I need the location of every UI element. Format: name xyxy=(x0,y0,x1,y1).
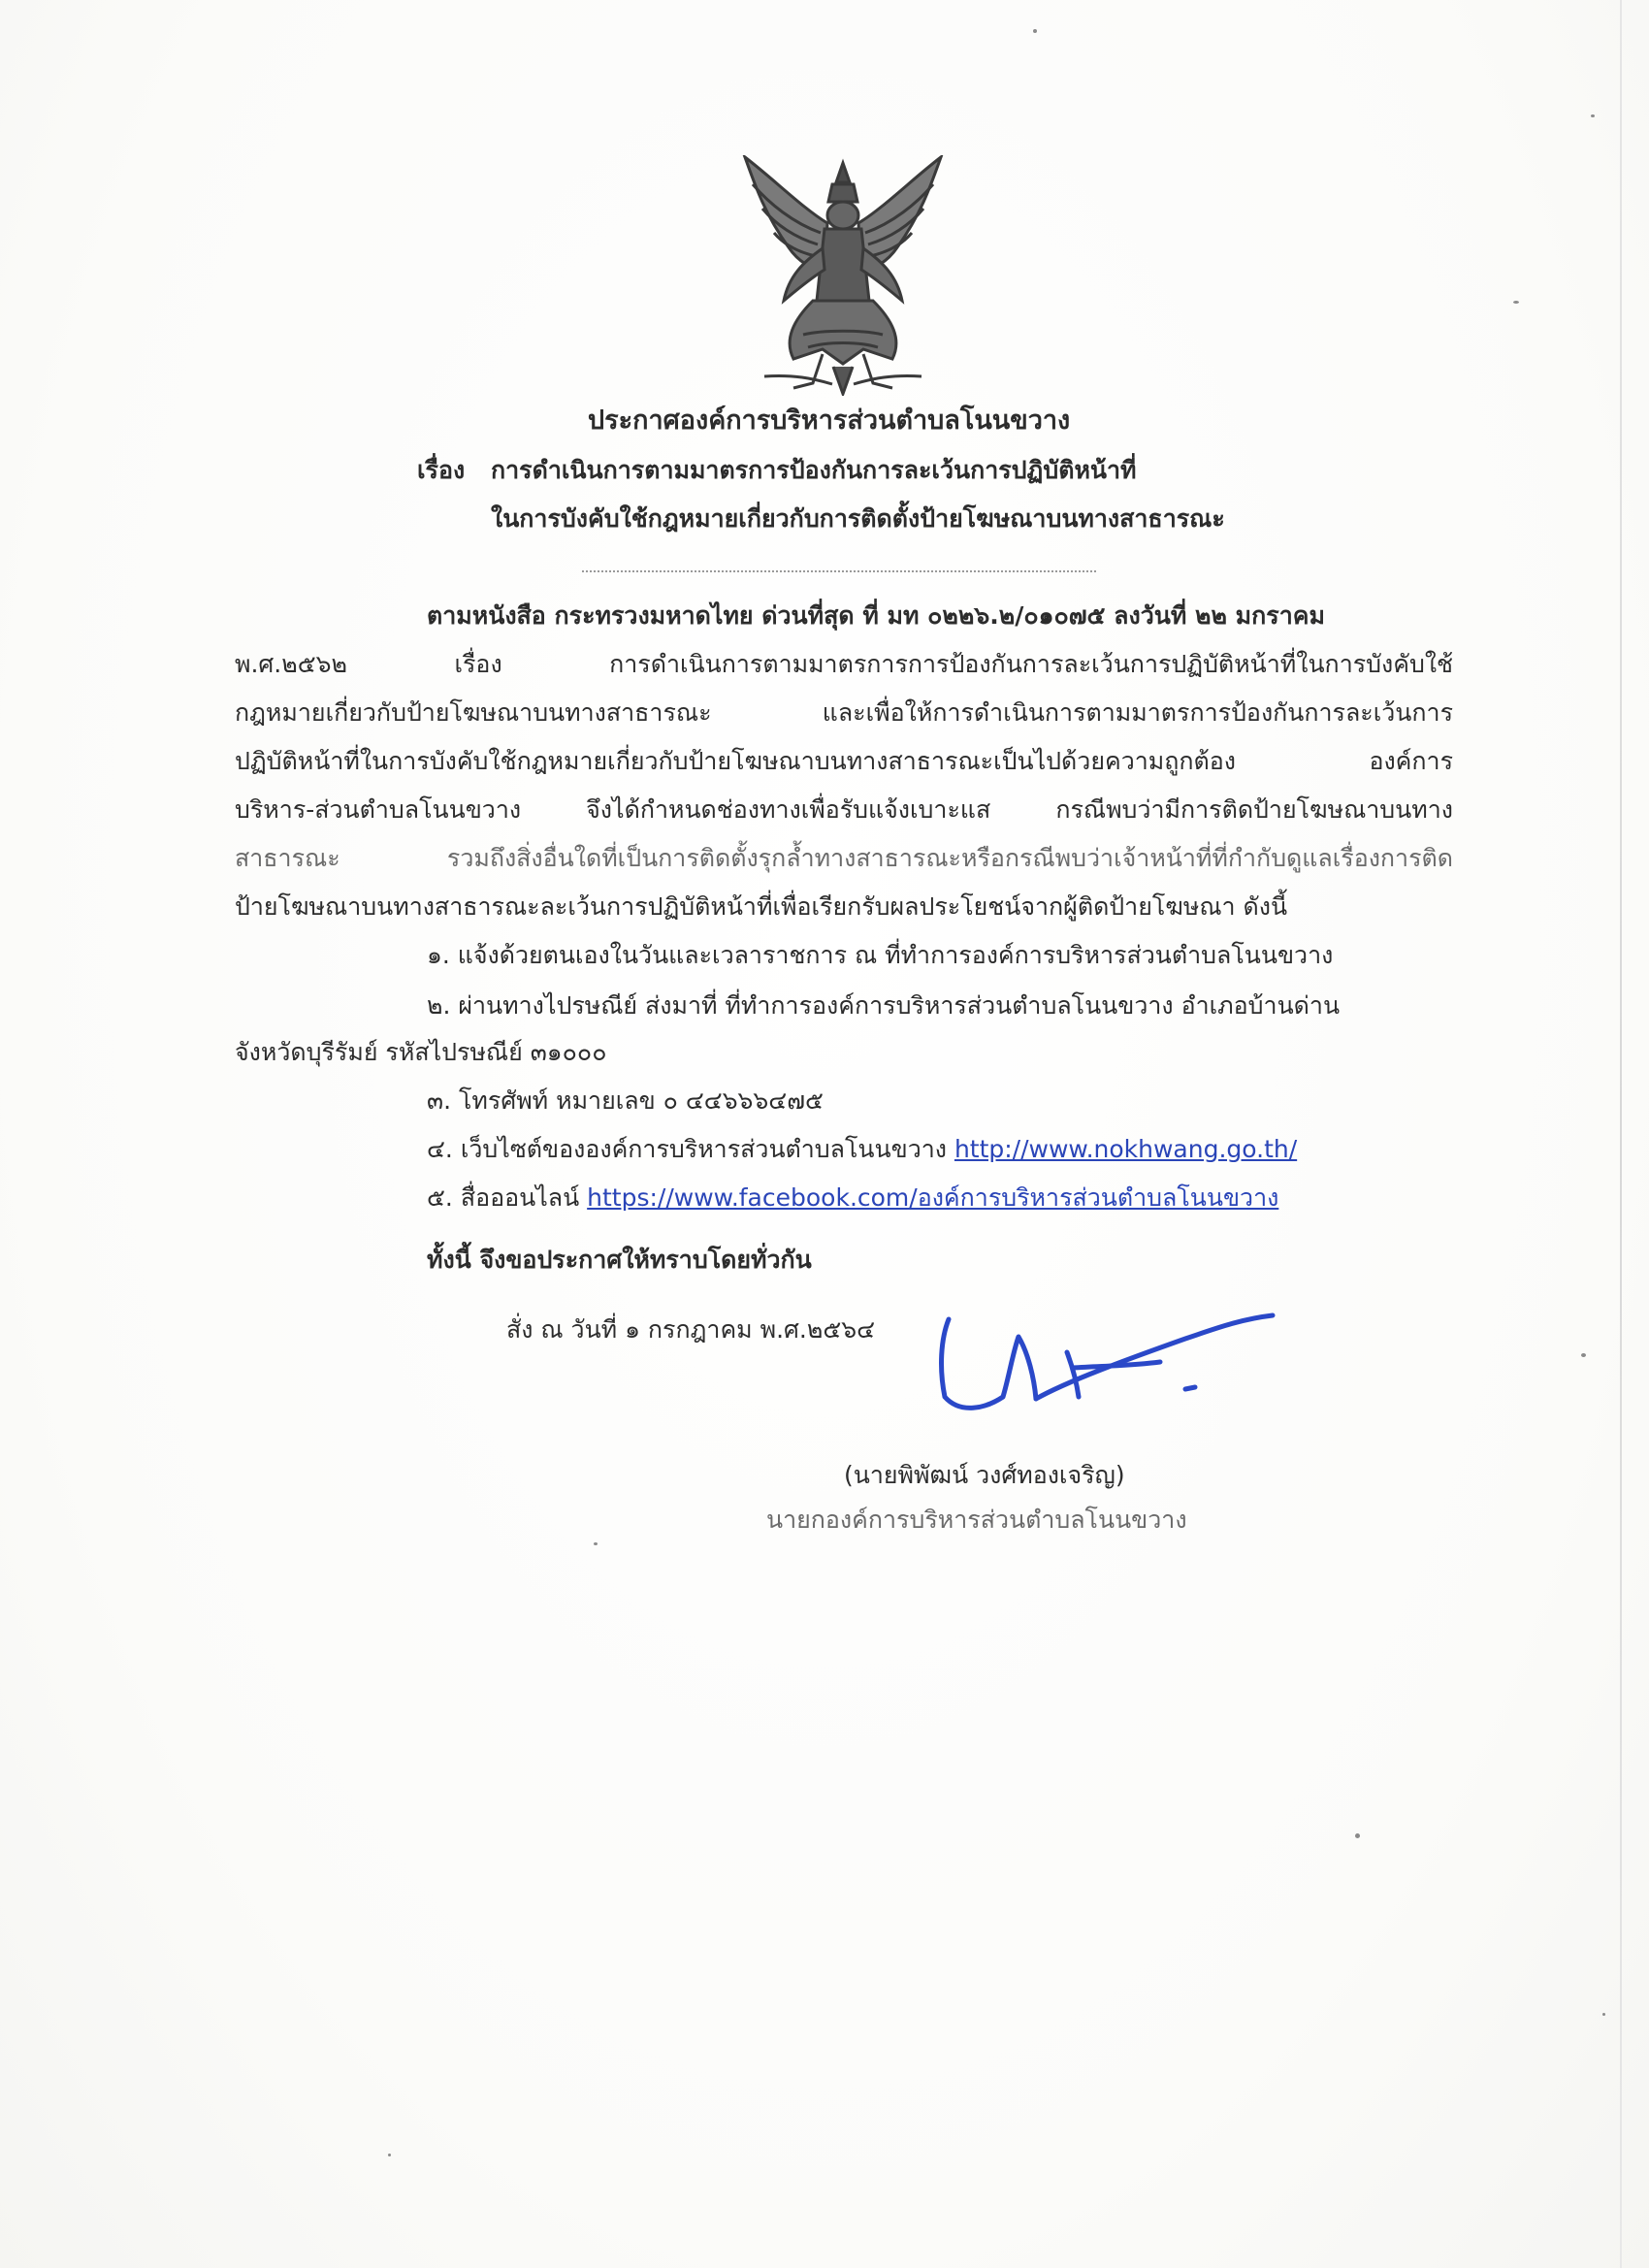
paragraph-line-5: บริหาร-ส่วนตำบลโนนขวาง จึงได้กำหนดช่องทางเพื่อรับแจ้งเบาะแส กรณีพบว่ามีการติดป้ายโฆษณาบนทาง xyxy=(235,795,1453,824)
scan-edge xyxy=(1620,0,1622,2268)
garuda-emblem-icon xyxy=(735,155,951,396)
list-item-4-text: ๔. เว็บไซต์ขององค์การบริหารส่วนตำบลโนนขวาง xyxy=(427,1135,947,1163)
closing-statement: ทั้งนี้ จึงขอประกาศให้ทราบโดยทั่วกัน xyxy=(427,1246,812,1274)
subject-line-1: การดำเนินการตามมาตรการป้องกันการละเว้นการปฏิบัติหน้าที่ xyxy=(491,456,1137,484)
list-item-5 xyxy=(427,1182,1278,1215)
signer-position: นายกองค์การบริหารส่วนตำบลโนนขวาง xyxy=(766,1506,1187,1534)
subject-line-2: ในการบังคับใช้กฎหมายเกี่ยวกับการติดตั้งป้ายโฆษณาบนทางสาธารณะ xyxy=(491,504,1225,533)
signature xyxy=(931,1300,1280,1426)
scan-speck xyxy=(1591,114,1595,117)
paragraph-line-2: พ.ศ.๒๕๖๒ เรื่อง การดำเนินการตามมาตรการการป้องกันการละเว้นการปฏิบัติหน้าที่ในการบังคับใช้ xyxy=(235,650,1453,678)
paragraph-line-3: กฎหมายเกี่ยวกับป้ายโฆษณาบนทางสาธารณะ และเพื่อให้การดำเนินการตามมาตรการป้องกันการละเว้นการ xyxy=(235,698,1453,727)
list-item-5-text: ๕. สื่อออนไลน์ xyxy=(427,1183,580,1212)
scan-speck xyxy=(1355,1833,1360,1838)
list-item-2-cont: จังหวัดบุรีรัมย์ รหัสไปรษณีย์ ๓๑๐๐๐ xyxy=(235,1038,607,1066)
paragraph-line-1: ตามหนังสือ กระทรวงมหาดไทย ด่วนที่สุด ที่ มท ๐๒๒๖.๒/๐๑๐๗๕ ลงวันที่ ๒๒ มกราคม xyxy=(427,601,1325,630)
order-date: สั่ง ณ วันที่ ๑ กรกฎาคม พ.ศ.๒๕๖๔ xyxy=(506,1315,876,1344)
paragraph-line-7: ป้ายโฆษณาบนทางสาธารณะละเว้นการปฏิบัติหน้าที่เพื่อเรียกรับผลประโยชน์จากผู้ติดป้ายโฆษณา ดังนี้ xyxy=(235,892,1288,921)
list-item-2: ๒. ผ่านทางไปรษณีย์ ส่งมาที่ ที่ทำการองค์การบริหารส่วนตำบลโนนขวาง อำเภอบ้านด่าน xyxy=(427,991,1341,1020)
scan-speck xyxy=(1033,29,1037,33)
paragraph-line-4: ปฏิบัติหน้าที่ในการบังคับใช้กฎหมายเกี่ยวกับป้ายโฆษณาบนทางสาธารณะเป็นไปด้วยความถูกต้อง องค์การ xyxy=(235,747,1453,775)
header-divider xyxy=(582,570,1096,572)
website-link[interactable]: http://www.nokhwang.go.th/ xyxy=(954,1135,1298,1163)
list-item-3: ๓. โทรศัพท์ หมายเลข ๐ ๔๔๖๖๖๔๗๕ xyxy=(427,1086,824,1115)
scan-speck xyxy=(388,2154,391,2156)
scan-speck xyxy=(594,1542,598,1545)
list-item-4 xyxy=(427,1133,1297,1166)
scan-speck xyxy=(1581,1353,1586,1357)
scan-speck xyxy=(1513,301,1519,304)
signer-name: (นายพิพัฒน์ วงศ์ทองเจริญ) xyxy=(844,1461,1125,1489)
subject-label: เรื่อง xyxy=(417,456,466,484)
scan-speck xyxy=(1602,2013,1605,2016)
announcement-title: ประกาศองค์การบริหารส่วนตำบลโนนขวาง xyxy=(588,405,1071,436)
list-item-1: ๑. แจ้งด้วยตนเองในวันและเวลาราชการ ณ ที่ทำการองค์การบริหารส่วนตำบลโนนขวาง xyxy=(427,941,1334,969)
facebook-link[interactable]: https://www.facebook.com/องค์การบริหารส่วนตำบลโนนขวาง xyxy=(587,1183,1279,1212)
paragraph-line-6: สาธารณะ รวมถึงสิ่งอื่นใดที่เป็นการติดตั้งรุกล้ำทางสาธารณะหรือกรณีพบว่าเจ้าหน้าที่ที่กำกับดูแลเรื่องการติด xyxy=(235,844,1453,872)
